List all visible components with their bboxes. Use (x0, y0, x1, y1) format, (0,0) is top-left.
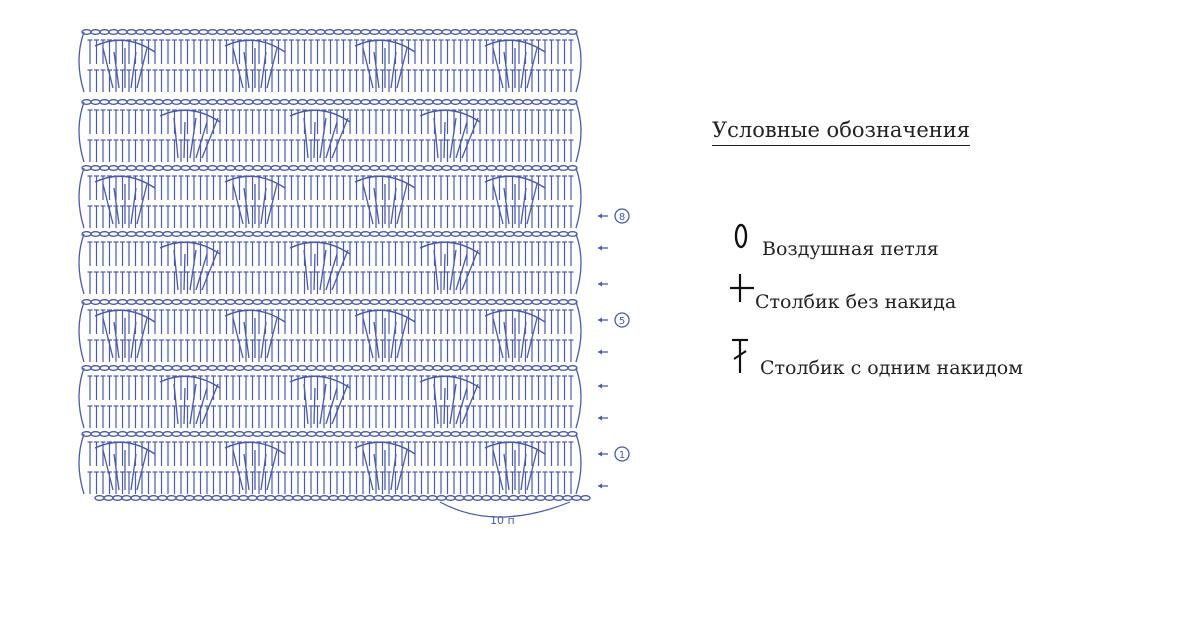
turning-arc (79, 434, 84, 494)
fan-stitch (444, 254, 445, 290)
row-arrow-head (598, 318, 602, 323)
crochet-chart-drawing (70, 20, 650, 540)
fan-stitch (314, 122, 315, 158)
turning-arc (576, 234, 581, 294)
fan-stitch (493, 450, 503, 490)
fan-stitch (450, 384, 456, 424)
turning-arc (576, 368, 581, 428)
fan-stitch (450, 118, 456, 158)
row-arrow-head (598, 246, 602, 251)
legend-text-single-crochet: Столбик без накида (755, 291, 957, 313)
fan-stitch (320, 250, 326, 290)
fan-stitch (103, 184, 113, 224)
fan-arch (160, 376, 220, 388)
fan-arch (290, 376, 350, 388)
turning-arc (79, 102, 84, 162)
fan-stitch (462, 118, 478, 158)
fan-stitch (190, 384, 196, 424)
fan-stitch (314, 388, 315, 424)
fan-stitch (184, 388, 185, 424)
row-arrow-head (598, 350, 602, 355)
turning-arc (576, 168, 581, 228)
fan-arch (290, 110, 350, 122)
legend-text-double-crochet: Столбик с одним накидом (760, 357, 1023, 379)
fan-stitch (184, 254, 185, 290)
row-arrow-head (598, 214, 602, 219)
turning-arc (79, 302, 84, 362)
row-arrow-head (598, 452, 602, 457)
chain-row (82, 166, 577, 171)
fan-arch (290, 242, 350, 254)
legend-text-chain: Воздушная петля (762, 238, 939, 260)
fan-stitch (314, 254, 315, 290)
fan-stitch (493, 318, 503, 358)
fan-stitch (202, 250, 218, 290)
legend (712, 118, 1132, 379)
turning-arc (576, 302, 581, 362)
fan-stitch (103, 318, 113, 358)
legend-title: Условные обозначения (712, 118, 970, 146)
chain-row (82, 366, 577, 371)
fan-stitch (233, 184, 243, 224)
turning-arc (79, 368, 84, 428)
fan-arch (420, 376, 480, 388)
row-number-label: 8 (618, 212, 626, 223)
row-arrow-head (598, 416, 602, 421)
fan-stitch (332, 250, 348, 290)
fan-stitch (233, 48, 243, 88)
turning-arc (79, 168, 84, 228)
fan-stitch (233, 450, 243, 490)
turning-arc (576, 434, 581, 494)
fan-stitch (363, 184, 373, 224)
turning-arc (576, 102, 581, 162)
chain-row (82, 30, 577, 35)
row-arrow-head (598, 282, 602, 287)
legend-item-double-crochet (712, 333, 1132, 379)
fan-arch (160, 242, 220, 254)
fan-stitch (444, 122, 445, 158)
fan-stitch (190, 118, 196, 158)
fan-stitch (462, 250, 478, 290)
turning-arc (576, 32, 581, 92)
crochet-chart (70, 20, 650, 540)
fan-stitch (190, 250, 196, 290)
chain-row (82, 432, 577, 437)
single-crochet-icon (726, 270, 756, 310)
chain-row (82, 300, 577, 305)
row-arrow-head (598, 384, 602, 389)
legend-item-single-crochet (712, 270, 1132, 313)
fan-arch (420, 110, 480, 122)
fan-stitch (320, 118, 326, 158)
row-number-label: 5 (618, 316, 626, 327)
fan-stitch (332, 118, 348, 158)
foundation-chain (95, 496, 590, 501)
fan-stitch (444, 388, 445, 424)
fan-stitch (363, 318, 373, 358)
chain-stitch-icon (726, 218, 756, 258)
legend-item-chain (712, 218, 1132, 258)
fan-stitch (363, 450, 373, 490)
turning-arc (79, 32, 84, 92)
chain-row (82, 100, 577, 105)
fan-stitch (363, 48, 373, 88)
double-crochet-icon (726, 333, 756, 373)
chain-row (82, 232, 577, 237)
fan-stitch (202, 384, 218, 424)
fan-stitch (202, 118, 218, 158)
fan-stitch (493, 184, 503, 224)
fan-arch (160, 110, 220, 122)
fan-stitch (332, 384, 348, 424)
row-number-label: 1 (618, 450, 626, 461)
fan-stitch (233, 318, 243, 358)
fan-stitch (184, 122, 185, 158)
row-arrow-head (598, 484, 602, 489)
fan-stitch (103, 450, 113, 490)
fan-stitch (450, 250, 456, 290)
repeat-label: 10 п (490, 514, 515, 527)
fan-arch (420, 242, 480, 254)
fan-stitch (462, 384, 478, 424)
fan-stitch (493, 48, 503, 88)
fan-stitch (103, 48, 113, 88)
turning-arc (79, 234, 84, 294)
fan-stitch (320, 384, 326, 424)
